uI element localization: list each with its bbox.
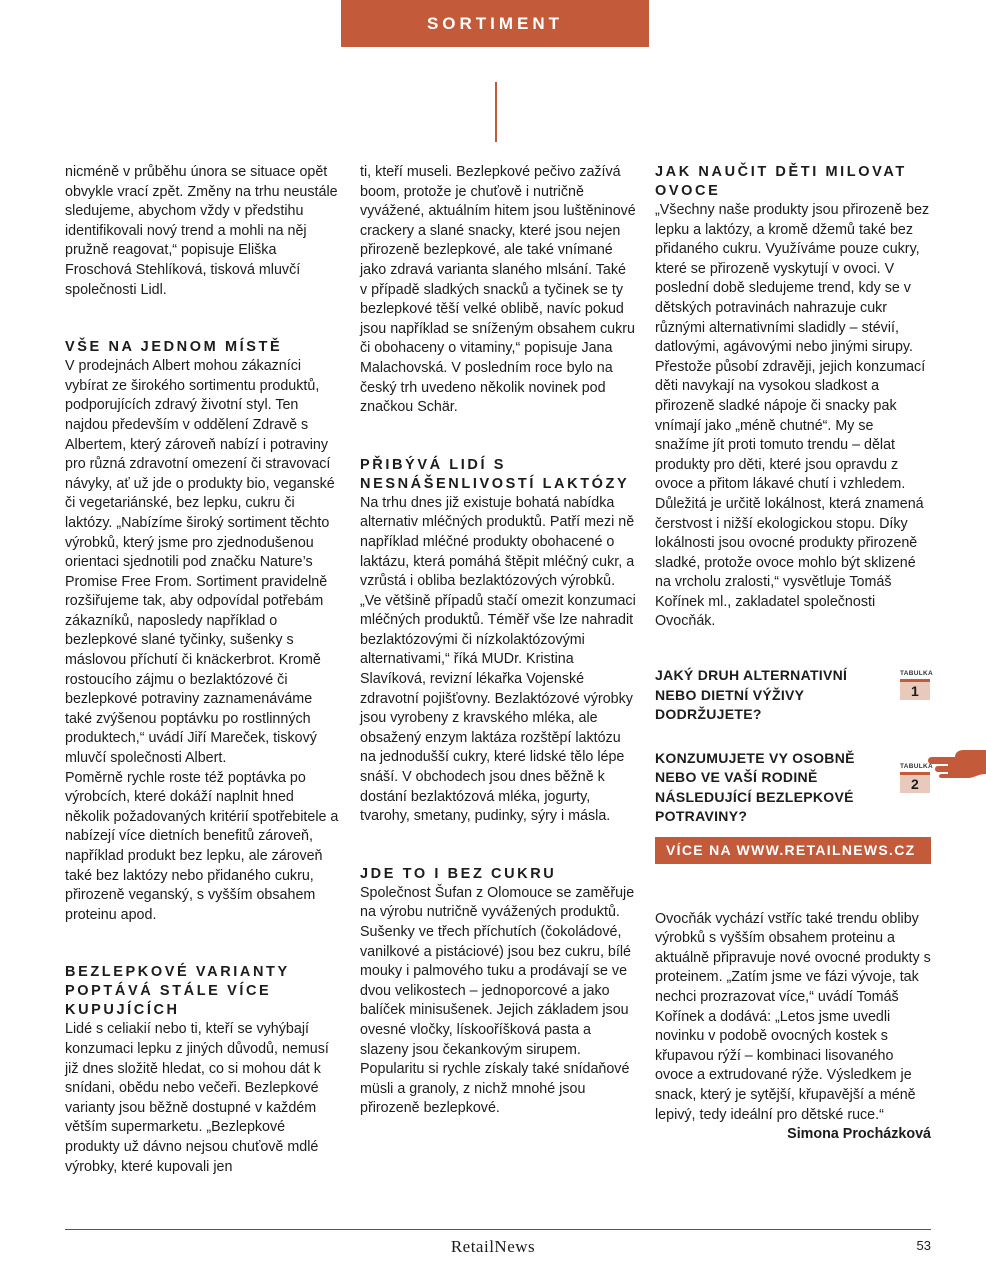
question-text: KONZUMUJETE VY OSOBNĚ NEBO VE VAŠÍ RODINĚ NÁSLEDUJÍCÍ BEZLEPKOVÉ POTRAVINY? — [655, 749, 855, 825]
paragraph: Lidé s celiakií nebo ti, kteří se vyhýbají konzumaci lepku z jiných důvodů, nemusí již dnes složitě hledat, co si mohou dát k snídani, obědu nebo večeři. Bezlepkové varianty jsou běžně dostupné v každém větším supermarketu. „Bezlepkové produkty už dávno nejsou chuťově mdlé výrobky, které kupovali jen — [65, 1021, 329, 1175]
table-badge-1 — [900, 670, 934, 700]
section-tab: SORTIMENT — [341, 0, 649, 47]
paragraph: ti, kteří museli. Bezlepkové pečivo zažívá boom, protože je chuťově i nutričně vyvážené, aktuálním hitem jsou luštěninové crackery a slané snacky, které jsou nejen přirozeně bezlepkové, ale také vnímané jako zdravá varianta slaného mlsání. Také v případě sladkých snacků a tyčinek se ty bezlepkové těší velké oblibě, navíc pokud jsou například se sníženým obsahem cukru či obohaceny o vitaminy,“ popisuje Jana Malachovská. V posledním roce bylo na český trh uvedeno několik novinek pod značkou Schär. — [360, 164, 636, 416]
column-2 — [360, 163, 636, 1119]
table-label: TABULKA — [900, 670, 934, 678]
paragraph: Poměrně rychle roste též poptávka po výrobcích, které dokáží naplnit hned několik požadovaných kritérií spotřebitele a nabízejí více dietních benefitů zároveň, například produkt bez lepku, ale zároveň také bez laktózy nebo přidaného cukru, přirozeně veganský, s vyšším obsahem proteinu apod. — [65, 769, 339, 923]
question-text: JAKÝ DRUH ALTERNATIVNÍ NEBO DIETNÍ VÝŽIVY DODRŽUJETE? — [655, 667, 848, 723]
column-1 — [65, 163, 341, 1177]
paragraph: nicméně v průběhu února se situace opět obvykle vrací zpět. Změny na trhu neustále sledujeme, abychom vždy v předstihu identifikovali nový trend a mohli na něj pružně reagovat,“ popisuje Eliška Froschová Stehlíková, tisková mluvčí společnosti Lidl. — [65, 164, 338, 298]
author-byline: Simona Procházková — [787, 1126, 931, 1143]
publication-logo: RetailNews — [450, 1237, 536, 1256]
paragraph: Popularitu si rychle získaly také snídaňové müsli a granoly, z nichž mnohé jsou přirozeně bezlepkové. — [360, 1061, 630, 1117]
subheading: BEZLEPKOVÉ VARIANTY POPTÁVÁ STÁLE VÍCE KUPUJÍCÍCH — [65, 964, 290, 1019]
page-number: 53 — [916, 1238, 931, 1253]
table-question-2 — [655, 749, 934, 827]
paragraph: Ovocňák vychází vstříc také trendu obliby výrobků s vyšším obsahem proteinu a aktuálně připravuje nové ovocné produkty s proteinem. „Zatím jsme ve fázi vývoje, tak nechci prozrazovat více,“ uvádí Tomáš Kořínek a dodává: „Letos jsme uvedli novinku v podobě ovocných kostek s křupavou rýží – kombinaci lisovaného ovoce a extrudované rýže. Výsledkem je snack, který je sytější, křupavější a méně lepivý, tedy ideální pro dětské ruce.“ — [655, 910, 931, 1123]
website-link[interactable]: VÍCE NA WWW.RETAILNEWS.CZ — [655, 837, 931, 864]
table-badge-2 — [900, 762, 934, 793]
vertical-rule — [495, 82, 497, 142]
pointing-hand-icon — [928, 748, 986, 778]
table-label: TABULKA — [900, 762, 934, 770]
paragraph: Společnost Šufan z Olomouce se zaměřuje na výrobu nutričně vyvážených produktů. Sušenky ve třech příchutích (čokoládové, vanilkové a pistáciové) jsou bez cukru, bílé mouky i palmového tuku a prodávají se ve dvou velikostech – jednoporcové a jako balíček minisušenek. Jejich základem jsou ovesné vločky, lískooříšková pasta a slazeny jsou čekankovým sirupem. — [360, 884, 635, 1058]
subheading: JAK NAUČIT DĚTI MILOVAT OVOCE — [655, 164, 907, 199]
table-number: 2 — [900, 772, 930, 793]
column-3 — [655, 163, 934, 1145]
table-number: 1 — [900, 679, 930, 700]
subheading: PŘIBÝVÁ LIDÍ S NESNÁŠENLIVOSTÍ LAKTÓZY — [360, 456, 630, 492]
table-question-1 — [655, 666, 934, 725]
paragraph: Na trhu dnes již existuje bohatá nabídka alternativ mléčných produktů. Patří mezi ně například mléčné produkty obohacené o laktázu, která pomáhá štěpit mléčný cukr, a vzrůstá i obliba bezlaktózových výrobků. „Ve většině případů stačí omezit konzumaci mléčných produktů. Téměř vše lze nahradit bezlaktózovými či nízkolaktózovými alternativami,“ říká MUDr. Kristina Slavíková, revizní lékařka Vojenské zdravotní pojišťovny. Bezlaktózové výrobky jsou vyrobeny z kravského mléka, ale obsažený enzym laktáza rozštěpí laktózu na jednodušší cukry, které lidské tělo lépe snáší. V obchodech jsou dnes běžně k dostání bezlaktózová mléka, jogurty, tvarohy, smetany, pudinky, sýry i másla. — [360, 494, 636, 825]
paragraph: V prodejnách Albert mohou zákazníci vybírat ze širokého sortimentu produktů, podporujících zdravý životní styl. Ten najdou především v oddělení Zdravě s Albertem, který zároveň nabízí i potraviny pro různá zdravotní omezení či stravovací návyky, ať už jde o produkty bio, veganské či vegetariánské, bez lepku, cukru či laktózy. „Nabízíme široký sortiment těchto výrobků, který jsme pro zjednodušenou orientaci sjednotili pod značku Nature’s Promise Free From. Sortiment pravidelně rozšiřujeme tak, aby odpovídal potřebám zákazníků, naposledy například o bezlepkové slané tyčinky, sušenky s máslovou příchutí či knäckerbrot. Kromě rostoucího zájmu o bezlaktózové či bezlepkové potraviny zaznamenáváme také zvýšenou poptávku po rostlinných produktech,“ uvádí Jiří Mareček, tiskový mluvčí společnosti Albert. — [65, 358, 335, 767]
subheading: VŠE NA JEDNOM MÍSTĚ — [65, 339, 283, 356]
subheading: JDE TO I BEZ CUKRU — [360, 865, 557, 882]
paragraph: „Všechny naše produkty jsou přirozeně bez lepku a laktózy, a kromě džemů také bez přidaného cukru. Využíváme pouze cukry, které se přirozeně vyskytují v ovoci. V poslední době sledujeme trend, kdy se v dětských potravinách nahrazuje cukr různými alternativními sladidly – stévií, datlovými, agávovými nebo jinými sirupy. Přestože působí zdravěji, jejich konzumací děti navykají na vysokou sladkost a přirozeně sladké nápoje či snacky pak vnímají jako „méně chutné“. My se snažíme jít proti tomuto trendu – dělat produkty pro děti, které jsou opravdu z ovoce a přitom lákavé chutí i vzhledem. Důležitá je určitě lokálnost, která znamená čerstvost i nižší ekologickou stopu. Díky lokálnosti jsou ovocné produkty přirozeně sladké, protože ovoce mohlo být sklizené na vrcholu zralosti,“ vysvětluje Tomáš Kořínek ml., zakladatel společnosti Ovocňák. — [655, 202, 930, 630]
footer-rule — [65, 1229, 931, 1230]
